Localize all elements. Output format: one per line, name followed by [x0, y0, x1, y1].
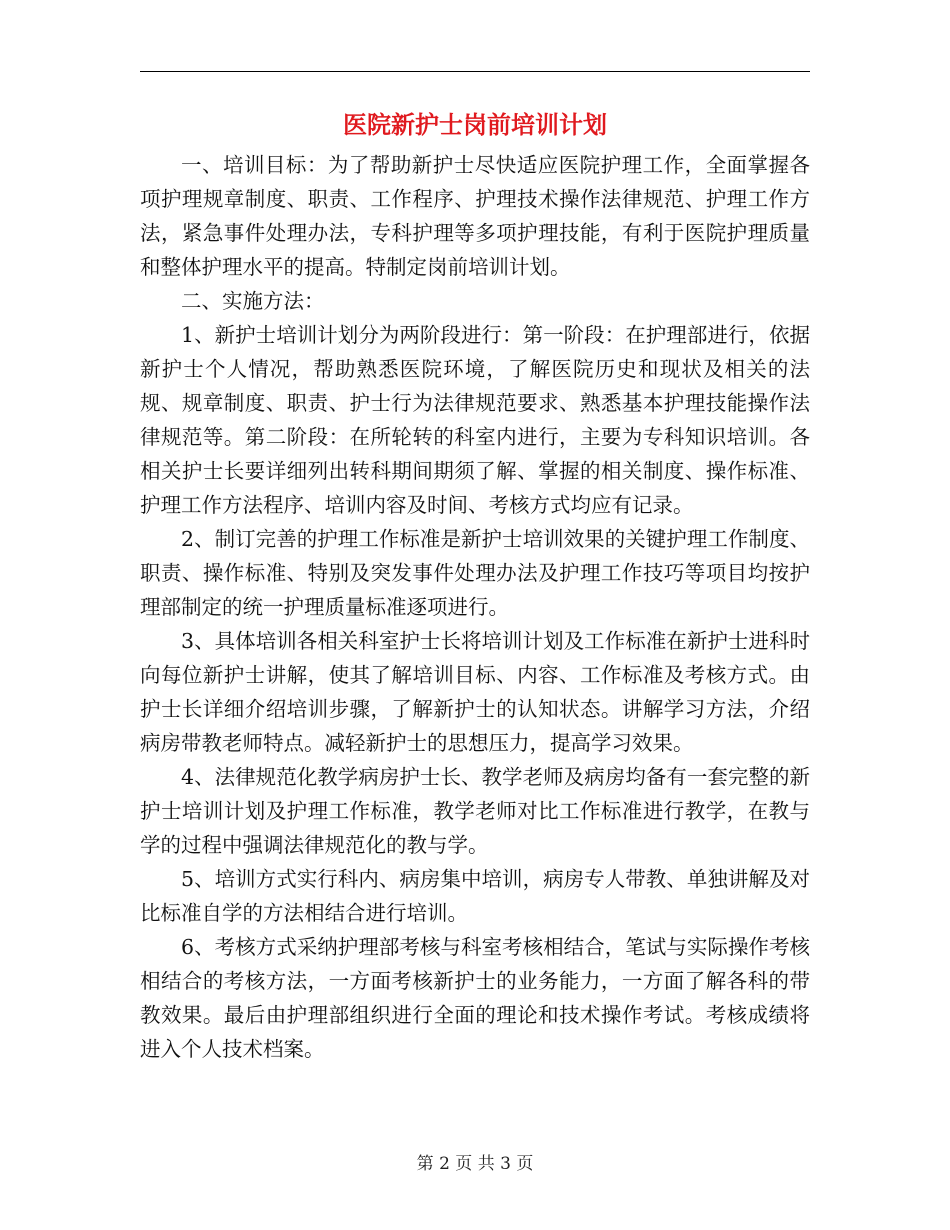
- paragraph-item-1: 1、新护士培训计划分为两阶段进行：第一阶段：在护理部进行，依据新护士个人情况，帮助熟悉医院环境，了解医院历史和现状及相关的法规、规章制度、职责、护士行为法律规范要求、熟悉基本护理技能操作法律规范等。第二阶段：在所轮转的科室内进行，主要为专科知识培训。各相关护士长要详细列出转科期间期须了解、掌握的相关制度、操作标准、护理工作方法程序、培训内容及时间、考核方式均应有记录。: [140, 323, 810, 517]
- paragraph-item-5: 5、培训方式实行科内、病房集中培训，病房专人带教、单独讲解及对比标准自学的方法相结合进行培训。: [140, 867, 810, 925]
- paragraph-item-2: 2、制订完善的护理工作标准是新护士培训效果的关键护理工作制度、职责、操作标准、特别及突发事件处理办法及护理工作技巧等项目均按护理部制定的统一护理质量标准逐项进行。: [140, 527, 810, 619]
- page-number-footer: 第 2 页 共 3 页: [416, 1154, 534, 1174]
- header-rule: [140, 71, 810, 72]
- paragraph-implementation-heading: 二、实施方法：: [181, 289, 325, 313]
- document-body: [140, 148, 810, 1066]
- paragraph-item-4: 4、法律规范化教学病房护士长、教学老师及病房均备有一套完整的新护士培训计划及护理工作标准，教学老师对比工作标准进行教学，在教与学的过程中强调法律规范化的教与学。: [140, 765, 810, 857]
- paragraph-item-6: 6、考核方式采纳护理部考核与科室考核相结合，笔试与实际操作考核相结合的考核方法，一方面考核新护士的业务能力，一方面了解各科的带教效果。最后由护理部组织进行全面的理论和技术操作考试。考核成绩将进入个人技术档案。: [140, 935, 810, 1061]
- document-title: 医院新护士岗前培训计划: [343, 110, 607, 139]
- paragraph-item-3: 3、具体培训各相关科室护士长将培训计划及工作标准在新护士进科时向每位新护士讲解，使其了解培训目标、内容、工作标准及考核方式。由护士长详细介绍培训步骤，了解新护士的认知状态。讲解学习方法，介绍病房带教老师特点。减轻新护士的思想压力，提高学习效果。: [140, 629, 810, 755]
- paragraph-training-goal: 一、培训目标：为了帮助新护士尽快适应医院护理工作，全面掌握各项护理规章制度、职责、工作程序、护理技术操作法律规范、护理工作方法，紧急事件处理办法，专科护理等多项护理技能，有利于医院护理质量和整体护理水平的提高。特制定岗前培训计划。: [140, 153, 810, 279]
